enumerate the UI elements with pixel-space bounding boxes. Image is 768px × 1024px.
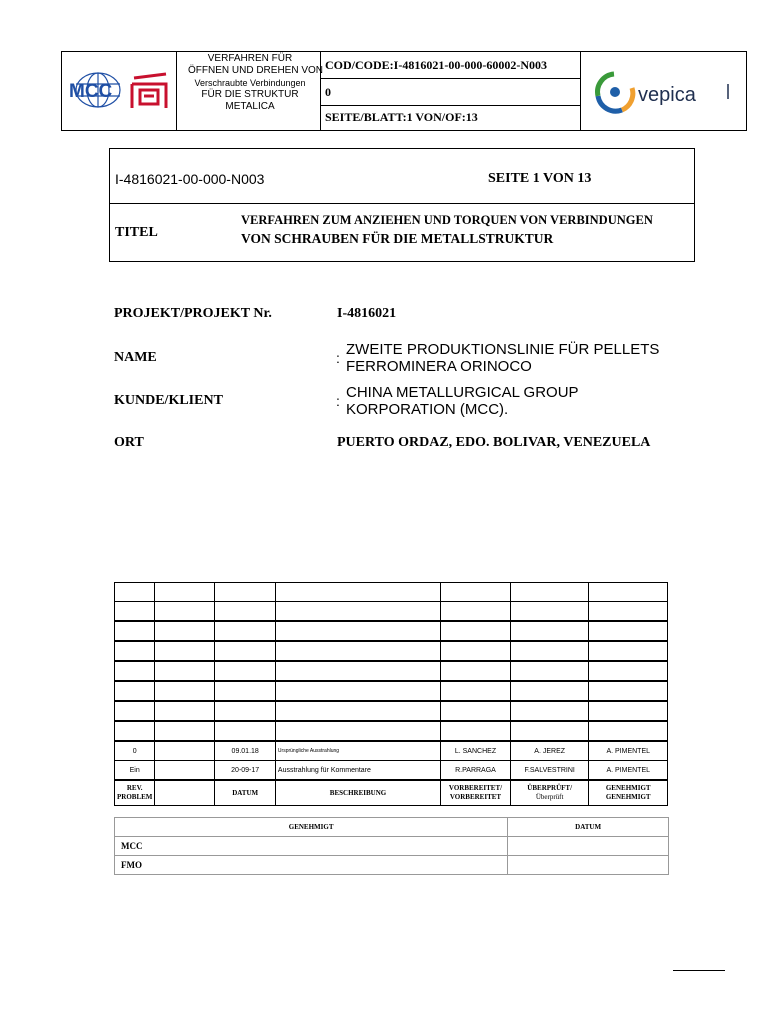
project-value: I-4816021 (337, 306, 397, 321)
doc-number: I-4816021-00-000-N003 (115, 171, 265, 187)
table-row (115, 741, 668, 761)
checked-header-line: Überprüft (535, 793, 564, 801)
document-code: COD/CODE:I-4816021-00-000-60002-N003 (325, 58, 547, 72)
name-label: NAME (114, 350, 157, 365)
title-box (109, 148, 695, 262)
empty-cell (508, 856, 669, 875)
client-value-line: KORPORATION (MCC). (346, 401, 509, 418)
approval-row-fmo: FMO (115, 856, 508, 875)
table-row (115, 856, 669, 875)
vepica-logo (592, 70, 742, 114)
rev-cell: 0 (115, 741, 155, 761)
table-header-row (115, 780, 668, 806)
desc-cell: Ausstrahlung für Kommentare (275, 761, 440, 781)
title-label: TITEL (115, 225, 158, 240)
client-value-line: CHINA METALLURGICAL GROUP (346, 384, 579, 401)
header-title (178, 53, 322, 113)
prepared-header-line: VORBEREITET (449, 793, 502, 801)
checked-header (510, 780, 589, 806)
name-colon: : (336, 350, 340, 366)
revision-table (114, 582, 668, 806)
desc-header: BESCHREIBUNG (275, 780, 440, 806)
rev-header (115, 780, 155, 806)
name-value-line: ZWEITE PRODUKTIONSLINIE FÜR PELLETS (346, 341, 660, 358)
document-header (61, 51, 747, 131)
table-row (115, 701, 668, 721)
vepica-logo-text: vepica (638, 84, 696, 106)
revision-number: 0 (325, 85, 331, 99)
project-label: PROJEKT/PROJEKT Nr. (114, 306, 272, 321)
client-value (346, 384, 579, 418)
prepared-cell: R.PARRAGA (441, 761, 511, 781)
name-value (346, 341, 659, 375)
empty-header (155, 780, 215, 806)
header-title-line: FÜR DIE STRUKTUR (201, 89, 299, 100)
name-value-line: FERROMINERA ORINOCO (346, 358, 532, 375)
table-row (115, 761, 668, 781)
table-row (115, 661, 668, 681)
approved-cell: A. PIMENTEL (589, 741, 668, 761)
table-row (115, 583, 668, 602)
approved-header-line: GENEHMIGT (605, 793, 651, 801)
table-row (115, 602, 668, 622)
title-line-1: VERFAHREN ZUM ANZIEHEN UND TORQUEN VON VERBINDUNGEN (241, 213, 653, 227)
footer-rule (673, 970, 725, 971)
table-header-row (115, 818, 669, 837)
header-title-line: METALICA (225, 101, 275, 112)
empty-cell (155, 741, 215, 761)
approved-header (589, 780, 668, 806)
header-title-line: ÖFFNEN UND DREHEN VON (188, 65, 324, 76)
table-row (115, 681, 668, 701)
title-line-2: VON SCHRAUBEN FÜR DIE METALLSTRUKTUR (241, 231, 554, 246)
desc-cell: Ursprüngliche Ausstrahlung (275, 741, 440, 761)
prepared-cell: L. SANCHEZ (441, 741, 511, 761)
empty-cell (508, 837, 669, 856)
mcc-logo-text: MCC (69, 81, 113, 102)
checked-header-line: ÜBERPRÜFT/ (527, 784, 573, 792)
date-header: DATUM (508, 818, 669, 837)
rev-header-line: REV. (126, 784, 143, 792)
table-row (115, 621, 668, 641)
approved-cell: A. PIMENTEL (589, 761, 668, 781)
approval-header: GENEHMIGT (115, 818, 508, 837)
page-indicator: SEITE 1 VON 13 (488, 171, 592, 186)
checked-cell: F.SALVESTRINI (510, 761, 589, 781)
approved-header-line: GENEHMIGT (605, 784, 651, 792)
header-title-line: Verschraubte Verbindungen (194, 78, 306, 88)
location-label: ORT (114, 435, 144, 450)
header-title-line: VERFAHREN FÜR (207, 53, 293, 64)
approval-table (114, 817, 669, 875)
sheet-number: SEITE/BLATT:1 VON/OF:13 (325, 110, 478, 124)
date-header: DATUM (215, 780, 276, 806)
client-label: KUNDE/KLIENT (114, 393, 223, 408)
rev-header-line: PROBLEM (117, 793, 153, 801)
prepared-header-line: VORBEREITET/ (448, 784, 503, 792)
prepared-header (441, 780, 511, 806)
date-cell: 20-09-17 (215, 761, 276, 781)
mcc-logo (68, 68, 172, 114)
date-cell: 09.01.18 (215, 741, 276, 761)
table-row (115, 721, 668, 741)
table-row (115, 641, 668, 661)
checked-cell: A. JEREZ (510, 741, 589, 761)
location-value: PUERTO ORDAZ, EDO. BOLIVAR, VENEZUELA (337, 435, 651, 450)
empty-cell (155, 761, 215, 781)
approval-row-mcc: MCC (115, 837, 508, 856)
client-colon: : (336, 393, 340, 409)
table-row (115, 837, 669, 856)
rev-cell: Ein (115, 761, 155, 781)
